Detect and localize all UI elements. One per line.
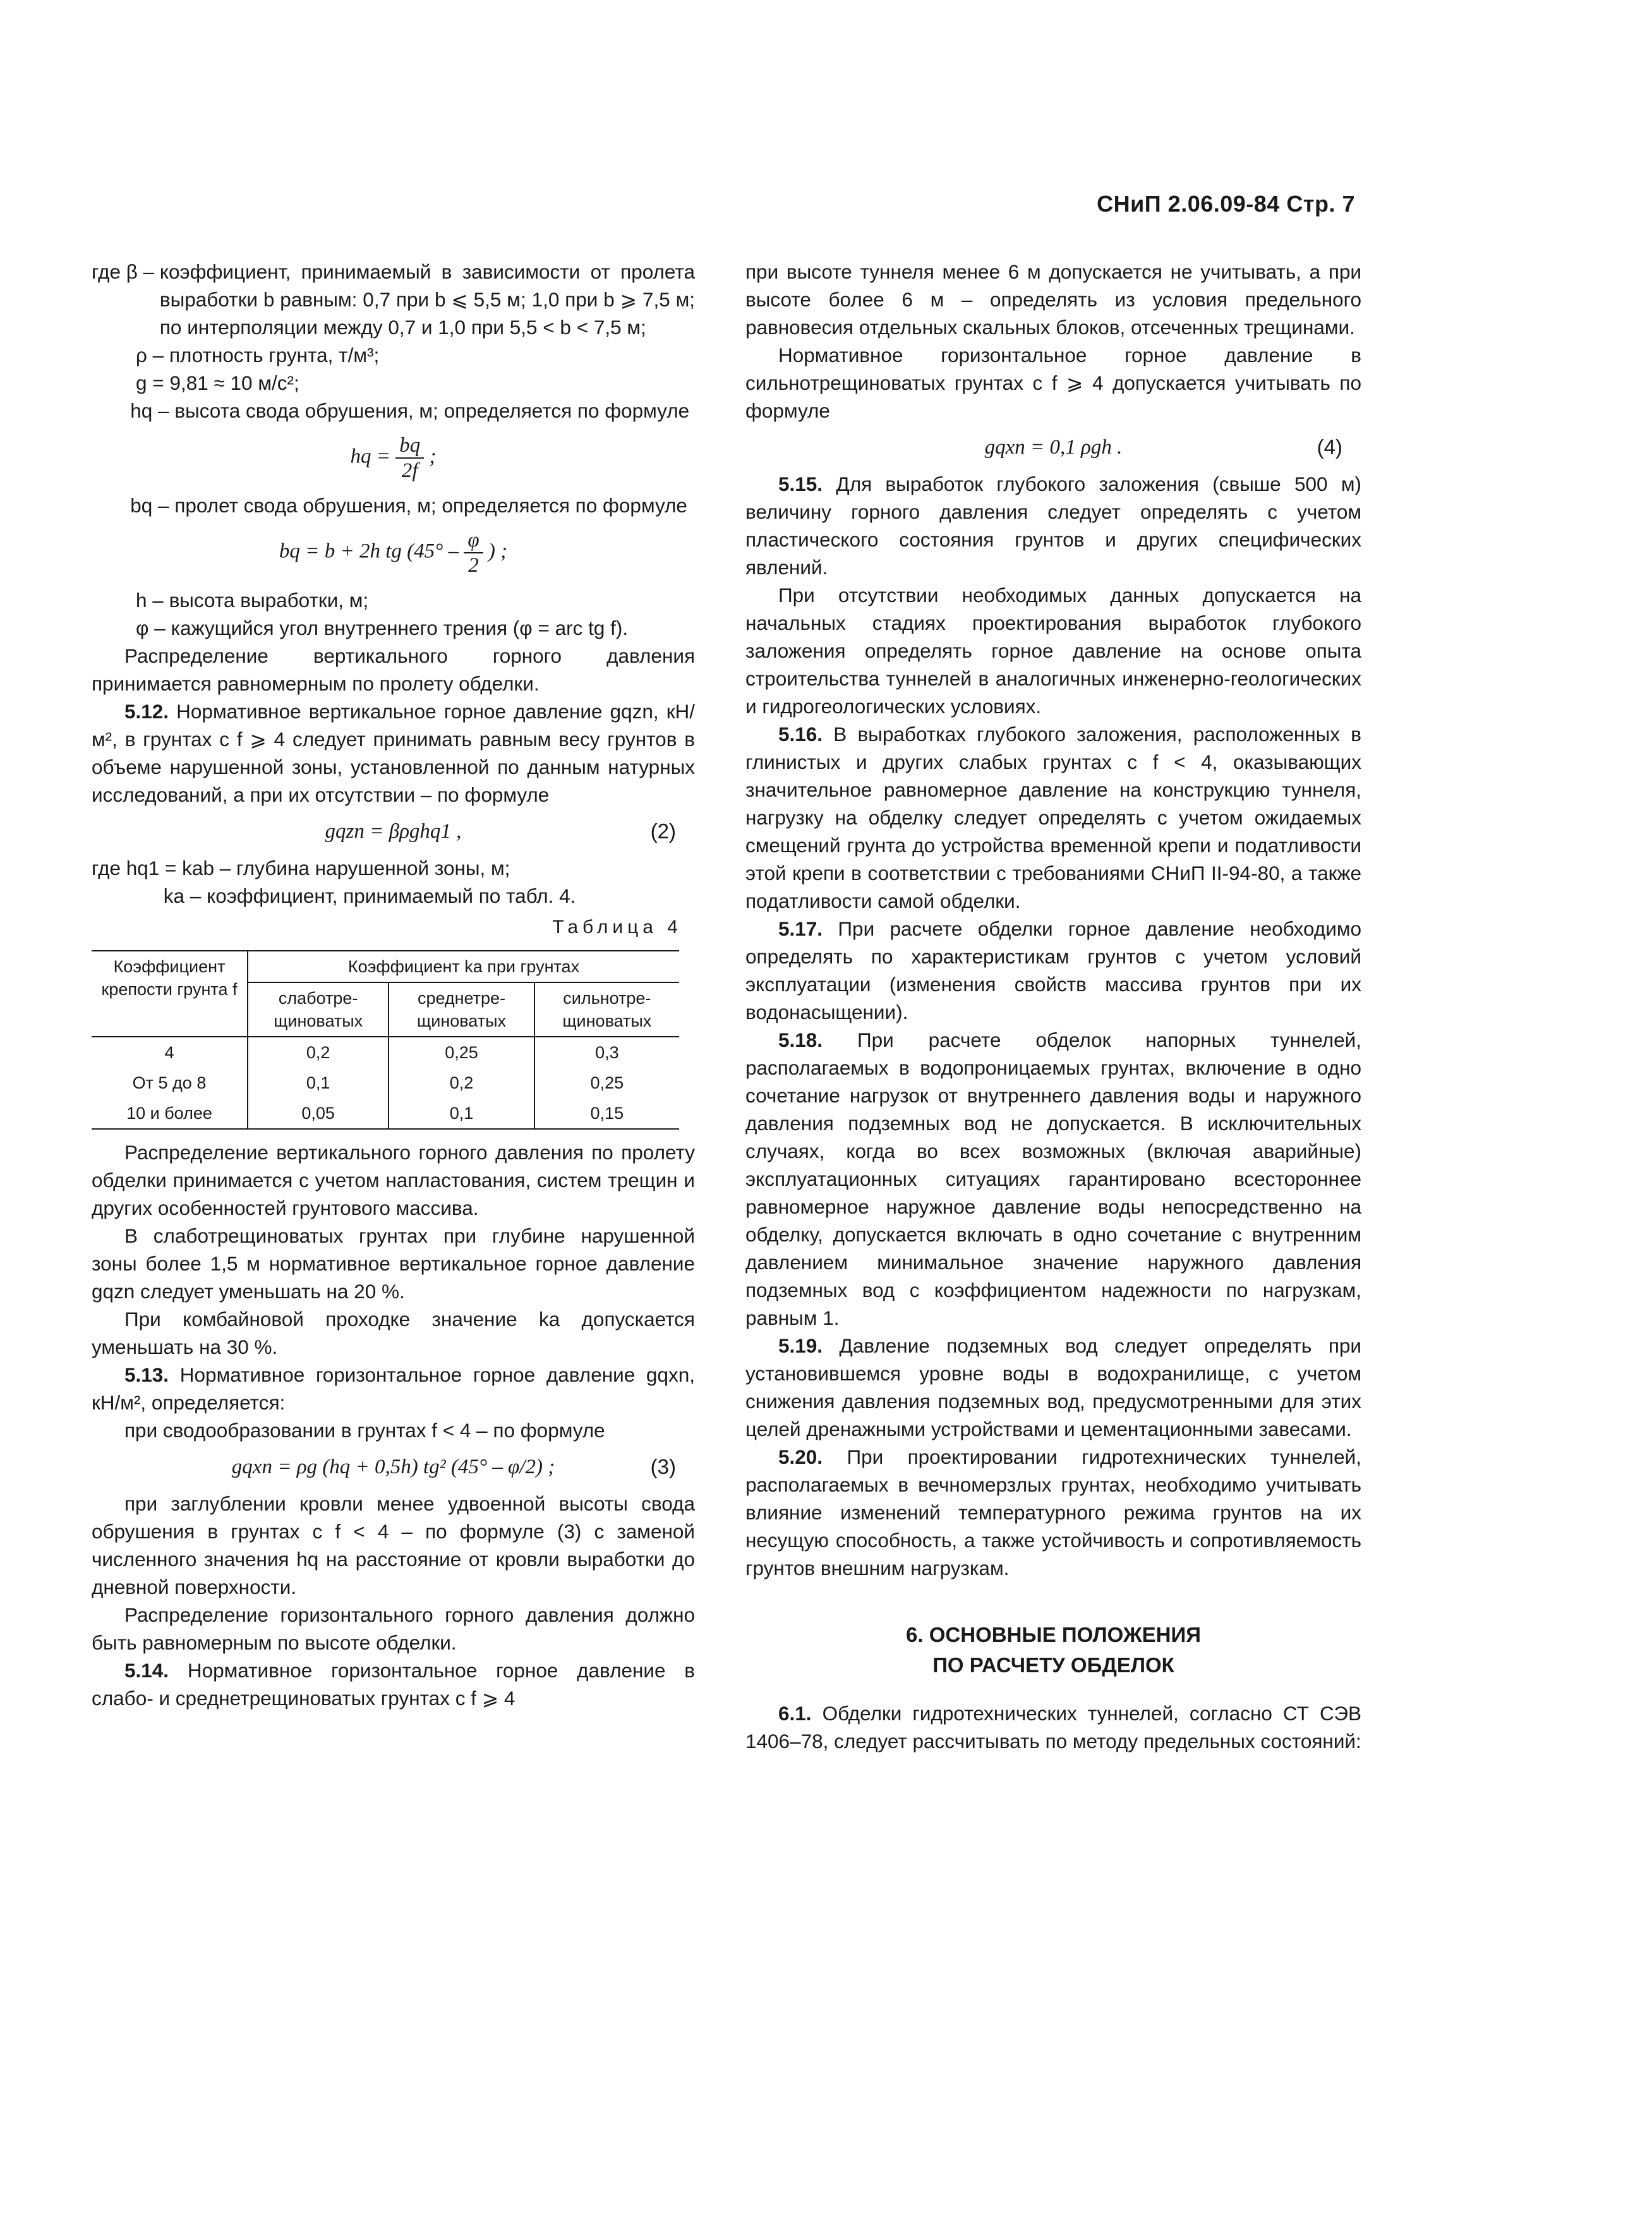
def-symbol: g = — [92, 371, 170, 394]
clause-text: Нормативное горизонтальное горное давление gqxn, кН/м², определяется: — [92, 1363, 695, 1414]
fraction-denominator: 2f — [401, 459, 418, 482]
table-cell: 0,3 — [595, 1043, 619, 1062]
clause-number: 5.13. — [124, 1363, 169, 1386]
clause-number: 5.18. — [778, 1029, 823, 1051]
clause-number: 5.20. — [778, 1445, 823, 1468]
table-cell: 0,25 — [389, 1037, 534, 1068]
paragraph-5-18 — [745, 1026, 1361, 1332]
section-heading — [745, 1620, 1361, 1680]
def-symbol: где hq1 = kab – — [92, 857, 236, 879]
formula-hq-tail: ; — [429, 445, 437, 468]
formula-body: gqxn = ρg (hq + 0,5h) tg² (45° – φ/2) ; — [231, 1456, 555, 1478]
definition-item — [92, 854, 695, 882]
table-cell: 0,2 — [389, 1068, 534, 1098]
formula-body: gqzn = βρghq1 , — [325, 820, 462, 843]
paragraph-5-13 — [92, 1361, 695, 1416]
fraction-numerator: bq — [395, 433, 424, 459]
paragraph: Распределение вертикального горного давления по пролету обделки принимается с учетом напластования, систем трещин и других особенностей грунтового массива. — [92, 1141, 695, 1219]
fraction-denominator: 2 — [468, 554, 479, 577]
paragraph-5-12 — [92, 697, 695, 809]
clause-number: 5.19. — [778, 1334, 823, 1357]
definitions-h-phi — [92, 586, 695, 642]
table-row — [92, 1098, 679, 1129]
definition-item — [92, 397, 695, 425]
def-symbol: h – — [92, 589, 169, 612]
paragraph: Распределение горизонтального горного давления должно быть равномерным по высоте обделки. — [92, 1603, 695, 1654]
definition-item — [92, 369, 695, 397]
def-text: 9,81 ≈ 10 м/с²; — [169, 371, 299, 394]
table-cell: 0,25 — [590, 1073, 624, 1092]
clause-text: При расчете обделок напорных туннелей, располагаемых в водопроницаемых грунтах, включение в одно сочетание нагрузок от внутреннего давления воды и наружного давления подземных вод не допускается. В исключительных случаях, когда во всех возможных (включая аварийные) эксплуатационных ситуациях гарантировано всестороннее равномерное наружное давление воды непосредственно на обделку, допускается включать в одно сочетание с внутренним давлением минимальное значение наружного давления подземных вод с коэффициентом надежности по нагрузкам, равным 1. — [745, 1029, 1361, 1329]
definitions-beta — [92, 258, 695, 425]
clause-number: 5.16. — [778, 723, 823, 745]
table-caption: Таблица 4 — [552, 917, 682, 938]
clause-text: В выработках глубокого заложения, расположенных в глинистых и других слабых грунтах с f < 4, оказывающих значительное равномерное давление на конструкцию туннеля, нагрузку на обделку следует определять с учетом ожидаемых смещений грунта до устройства временной крепи и податливости этой крепи в соответствии с требованиями СНиП II-94-80, а также податливости самой обделки. — [745, 723, 1361, 912]
doc-code: СНиП 2.06.09-84 — [1097, 191, 1280, 217]
formula-4 — [745, 433, 1361, 461]
def-text: пролет свода обрушения, м; определяется по формуле — [174, 494, 687, 517]
table-4 — [92, 950, 679, 1130]
table-cell: 10 и более — [92, 1098, 248, 1129]
clause-text: При проектировании гидротехнических туннелей, располагаемых в вечномерзлых грунтах, необходимо учитывать влияние изменений температурного режима грунтов на их несущую способность, а также устойчивость и сопротивляемость грунтов внешним нагрузкам. — [745, 1445, 1361, 1579]
clause-text: При расчете обделки горное давление необходимо определять по характеристикам грунтов с учетом условий эксплуатации (изменения свойств массива грунтов при их водонасыщении). — [745, 917, 1361, 1023]
table-cell: 0,15 — [590, 1104, 624, 1123]
definition-bq — [92, 492, 695, 519]
paragraph-5-17 — [745, 915, 1361, 1026]
paragraph: Распределение вертикального горного давления принимается равномерным по пролету обделки. — [92, 644, 695, 695]
paragraph: Нормативное горизонтальное горное давление в сильнотрещиноватых грунтах с f ⩾ 4 допускается учитывать по формуле — [745, 344, 1361, 422]
formula-hq-lhs: hq = — [350, 445, 396, 468]
paragraph-5-16 — [745, 720, 1361, 915]
table-row — [92, 1068, 679, 1098]
paragraph-5-19 — [745, 1332, 1361, 1443]
right-column — [745, 258, 1361, 1755]
formula-bq — [92, 528, 695, 577]
fraction — [464, 528, 483, 577]
table-cell: От 5 до 8 — [92, 1068, 248, 1098]
def-text: коэффициент, принимаемый по табл. 4. — [207, 884, 576, 907]
def-text: плотность грунта, т/м³; — [169, 344, 380, 366]
clause-number: 5.17. — [778, 917, 823, 940]
section-heading-line: 6. ОСНОВНЫЕ ПОЛОЖЕНИЯ — [906, 1623, 1201, 1646]
def-text: коэффициент, принимаемый в зависимости от пролета выработки b равным: 0,7 при b ⩽ 5,5 м; 1,0 при b ⩾ 7,5 м; по интерполяции между 0,7 и 1,0 при 5,5 < b < 7,5 м; — [159, 260, 695, 339]
page-header — [1097, 191, 1355, 217]
def-symbol: bq – — [92, 494, 175, 517]
definition-item — [92, 258, 695, 341]
formula-body: gqxn = 0,1 ρgh . — [984, 436, 1123, 459]
paragraph: В слаботрещиноватых грунтах при глубине нарушенной зоны более 1,5 м нормативное вертикальное горное давление gqzn следует уменьшать на 20 %. — [92, 1224, 695, 1303]
clause-text: Обделки гидротехнических туннелей, согласно СТ СЭВ 1406–78, следует рассчитывать по методу предельных состояний: — [745, 1702, 1361, 1752]
fraction — [395, 433, 424, 483]
paragraph: при высоте туннеля менее 6 м допускается не учитывать, а при высоте более 6 м – определять из условия предельного равновесия отдельных скальных блоков, отсеченных трещинами. — [745, 260, 1361, 339]
definition-item — [92, 882, 695, 910]
clause-text: Давление подземных вод следует определять при установившемся уровне воды в водохранилище, с учетом снижения давления подземных вод, предусмотренными для этих целей дренажными устройствами и цементационными завесами. — [745, 1334, 1361, 1440]
formula-hq — [92, 433, 695, 483]
paragraph-5-14 — [92, 1656, 695, 1712]
table-header-sub: среднетре-щиноватых — [389, 982, 534, 1037]
clause-text: Нормативное горизонтальное горное давление в слабо- и среднетрещиноватых грунтах с f ⩾ 4 — [92, 1659, 695, 1710]
definition-item — [92, 341, 695, 369]
page-label: Стр. 7 — [1286, 191, 1355, 217]
def-text: кажущийся угол внутреннего трения (φ = arc tg f). — [171, 617, 629, 639]
paragraph-5-20 — [745, 1443, 1361, 1582]
paragraph-5-15 — [745, 470, 1361, 581]
definition-item — [92, 586, 695, 614]
table-cell: 0,05 — [248, 1098, 389, 1129]
def-text: глубина нарушенной зоны, м; — [236, 857, 510, 879]
def-text: высота выработки, м; — [169, 589, 369, 612]
clause-number: 5.12. — [124, 700, 169, 723]
definition-item — [92, 614, 695, 642]
table-row — [92, 1037, 679, 1068]
def-symbol: ρ – — [92, 344, 169, 366]
table-header-f: Коэффициент крепости грунта f — [92, 951, 248, 1037]
table-header-sub: сильнотре-щиноватых — [562, 989, 652, 1030]
formula-number: (4) — [1317, 435, 1342, 459]
left-column — [92, 258, 695, 1712]
def-symbol: φ – — [92, 617, 171, 639]
clause-text: Нормативное вертикальное горное давление gqzn, кН/м², в грунтах с f ⩾ 4 следует принимать равным весу грунтов в объеме нарушенной зоны, установленной по данным натурных исследований, а при их отсутствии – по формуле — [92, 700, 695, 806]
table-cell: 0,1 — [248, 1068, 389, 1098]
definitions-hq1-ka — [92, 854, 695, 910]
def-text: высота свода обрушения, м; определяется по формуле — [174, 399, 690, 422]
def-symbol: ka – — [92, 884, 207, 907]
table-cell: 4 — [92, 1037, 248, 1068]
formula-2 — [92, 817, 695, 845]
def-symbol: hq – — [92, 399, 175, 422]
section-heading-line: ПО РАСЧЕТУ ОБДЕЛОК — [932, 1653, 1174, 1677]
clause-text: Для выработок глубокого заложения (свыше 500 м) величину горного давления следует определять с учетом пластического состояния грунтов и других специфических явлений. — [745, 473, 1361, 579]
formula-number: (3) — [650, 1455, 676, 1478]
table-header-sub: слаботре-щиноватых — [248, 982, 389, 1037]
table-cell: 0,1 — [389, 1098, 534, 1129]
formula-number: (2) — [650, 819, 676, 843]
paragraph: при сводообразовании в грунтах f < 4 – по формуле — [124, 1419, 605, 1442]
clause-number: 5.15. — [778, 473, 823, 495]
formula-bq-a: bq = b + 2h tg (45° – — [279, 540, 464, 563]
table-header-group: Коэффициент ka при грунтах — [248, 951, 679, 982]
table-cell: 0,2 — [248, 1037, 389, 1068]
clause-number: 5.14. — [124, 1659, 169, 1682]
paragraph: При комбайновой проходке значение ka допускается уменьшать на 30 %. — [92, 1308, 695, 1358]
fraction-numerator: φ — [464, 528, 483, 553]
clause-number: 6.1. — [778, 1702, 812, 1725]
formula-bq-b: ) ; — [488, 540, 508, 563]
paragraph-6-1 — [745, 1699, 1361, 1755]
paragraph: При отсутствии необходимых данных допускается на начальных стадиях проектирования выработок глубокого заложения определять горное давление на основе опыта строительства туннелей в аналогичных инженерно-геологических и гидрогеологических условиях. — [745, 584, 1361, 718]
def-symbol: где β – — [92, 260, 160, 283]
formula-3 — [92, 1453, 695, 1481]
paragraph: при заглублении кровли менее удвоенной высоты свода обрушения в грунтах с f < 4 – по формуле (3) с заменой численного значения hq на расстояние от кровли выработки до дневной поверхности. — [92, 1492, 695, 1598]
